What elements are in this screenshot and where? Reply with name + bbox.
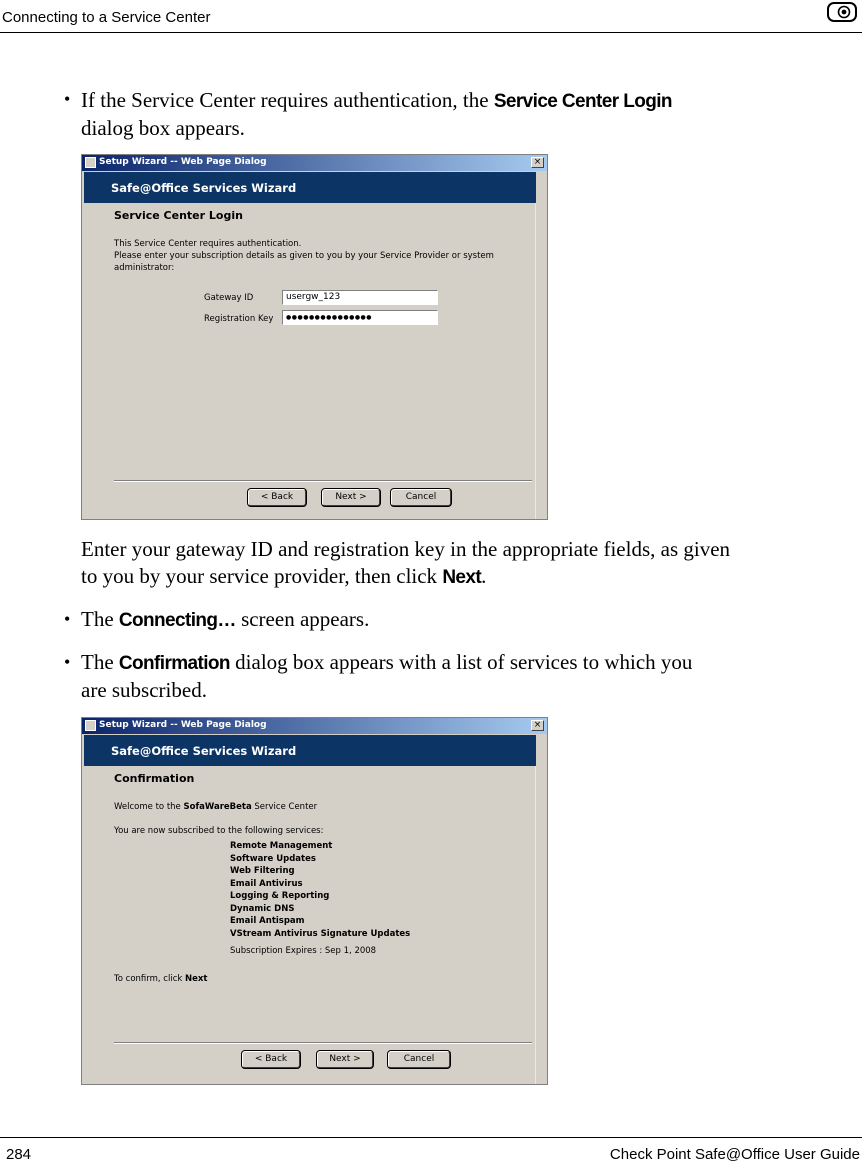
- cancel-button[interactable]: Cancel: [388, 1051, 450, 1068]
- scrollbar[interactable]: [535, 766, 547, 1085]
- registration-key-label: Registration Key: [204, 314, 274, 324]
- wizard-banner: Safe@Office Services Wizard: [84, 172, 536, 203]
- enter-instructions: Enter your gateway ID and registration key in the appropriate fields, as given to you by your service provider, then click Next.: [81, 537, 731, 588]
- dialog-titlebar: Setup Wizard -- Web Page Dialog ×: [82, 155, 547, 171]
- welcome-text: Welcome to the SofaWareBeta Service Center: [114, 802, 318, 812]
- list-item: Logging & Reporting: [230, 891, 330, 901]
- service-center-icon: [826, 1, 858, 23]
- bullet-point: •: [64, 652, 71, 672]
- keyword-service-center-login: Service Center Login: [493, 91, 672, 112]
- page-number: 284: [6, 1146, 32, 1163]
- back-button[interactable]: < Back: [248, 489, 306, 506]
- bullet-point: •: [64, 89, 71, 109]
- list-item: Dynamic DNS: [230, 903, 295, 914]
- keyword-next: Next: [442, 567, 482, 588]
- list-item: Web Filtering: [230, 866, 295, 876]
- cancel-button[interactable]: Cancel: [391, 489, 451, 506]
- page-header: [0, 0, 862, 33]
- header-title: Connecting to a Service Center: [2, 9, 211, 26]
- list-item: Remote Management: [230, 841, 333, 851]
- keyword-confirmation: Confirmation: [118, 653, 230, 674]
- list-item: VStream Antivirus Signature Updates: [230, 928, 411, 939]
- list-item: Software Updates: [230, 853, 316, 864]
- confirm-text: To confirm, click Next: [114, 974, 208, 984]
- registration-key-input[interactable]: ●●●●●●●●●●●●●●●: [282, 310, 438, 325]
- keyword-connecting: Connecting…: [118, 610, 236, 631]
- window-icon: [85, 720, 96, 731]
- dialog-heading: Service Center Login: [114, 209, 243, 222]
- next-button[interactable]: Next >: [317, 1051, 373, 1068]
- page-footer: [0, 1137, 862, 1163]
- dialog-separator: [114, 1042, 532, 1044]
- services-list: [230, 840, 410, 940]
- dialog-heading: Confirmation: [114, 772, 195, 785]
- scrollbar[interactable]: [535, 203, 547, 519]
- bullet-point: •: [64, 609, 71, 629]
- back-button[interactable]: < Back: [242, 1051, 300, 1068]
- dialog-separator: [114, 480, 532, 482]
- footer-doc-title: Check Point Safe@Office User Guide: [609, 1146, 860, 1163]
- list-item: Email Antispam: [230, 916, 305, 926]
- dialog-titlebar: Setup Wizard -- Web Page Dialog ×: [82, 718, 547, 734]
- list-item: Email Antivirus: [230, 878, 303, 889]
- bullet-connecting-text: The Connecting… screen appears.: [81, 607, 370, 631]
- subscription-expires: Subscription Expires : Sep 1, 2008: [230, 946, 377, 956]
- bullet-confirmation-text: The Confirmation dialog box appears with a list of services to which you are subscribed.: [81, 650, 693, 702]
- confirmation-dialog-screenshot: Setup Wizard -- Web Page Dialog × Safe@Office Services Wizard Confirmation Welcome to the SofaWareBeta Service Center You are now subscribed to the following services: Remote Management Software Updates Web Filtering Email Antivirus Logging & Reporting Dynamic DNS Email Antispam VStream Antivirus Signature Updates Subscription Expires : Sep 1, 2008 To confirm, click Next < Back Next > Cancel: [81, 717, 548, 1085]
- window-icon: [85, 157, 96, 168]
- next-button[interactable]: Next >: [322, 489, 380, 506]
- wizard-banner: Safe@Office Services Wizard: [84, 735, 536, 766]
- bullet-login-text: If the Service Center requires authentication, the Service Center Login dialog box appears.: [81, 88, 672, 140]
- close-icon[interactable]: ×: [531, 720, 544, 731]
- gateway-id-label: Gateway ID: [204, 293, 254, 303]
- login-dialog-screenshot: Setup Wizard -- Web Page Dialog × Safe@Office Services Wizard Service Center Login This Service Center requires authentication. Please enter your subscription details as given to you by your Service Provider or system administrator: Gateway ID usergw_123 Registration Key ●●●●●●●●●●●●●●● < Back Next > Cancel: [81, 154, 548, 520]
- close-icon[interactable]: ×: [531, 157, 544, 168]
- gateway-id-input[interactable]: usergw_123: [282, 290, 438, 305]
